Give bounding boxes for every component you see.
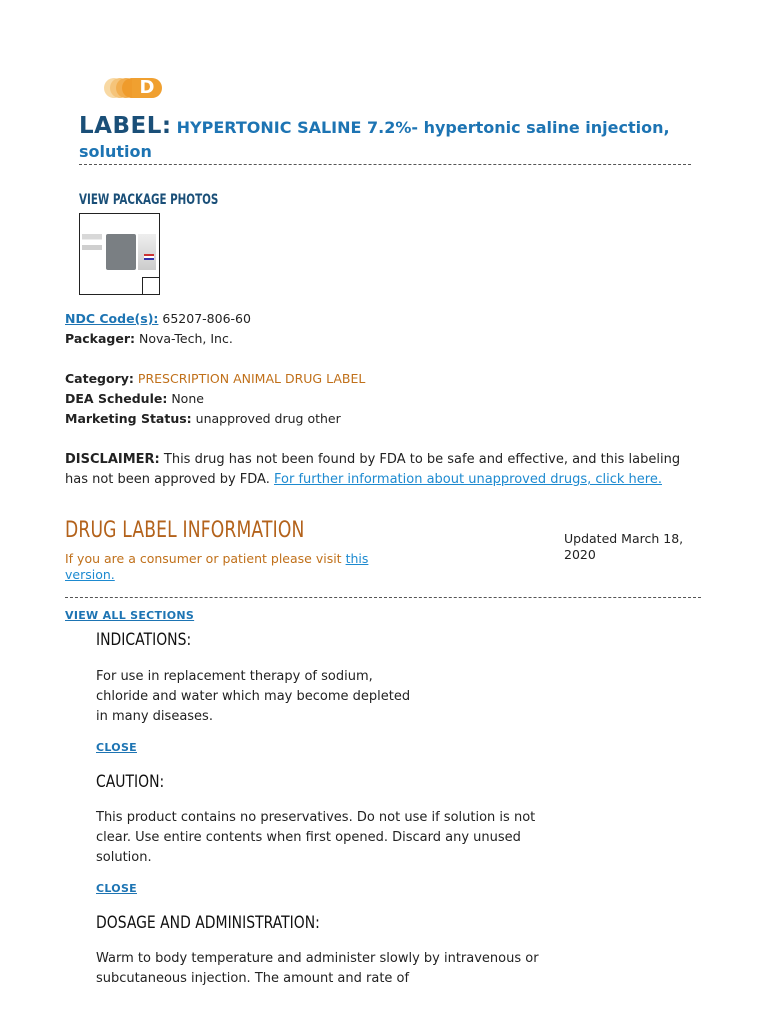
category-value: PRESCRIPTION ANIMAL DRUG LABEL bbox=[137, 371, 366, 386]
ndc-value: 65207-806-60 bbox=[162, 311, 251, 326]
packager-label: Packager: bbox=[65, 331, 136, 346]
expand-icon[interactable] bbox=[142, 277, 160, 295]
category-row bbox=[65, 371, 365, 386]
section-heading-dosage: DOSAGE AND ADMINISTRATION: bbox=[96, 913, 320, 933]
category-label: Category: bbox=[65, 371, 134, 386]
view-package-photos-link[interactable]: VIEW PACKAGE PHOTOS bbox=[79, 192, 219, 208]
disclaimer-label: DISCLAIMER: bbox=[65, 452, 160, 467]
section-body-caution: This product contains no preservatives. Do not use if solution is not clear. Use entire contents when first opened. Discard any unused solution. bbox=[96, 810, 536, 865]
divider bbox=[65, 597, 701, 598]
close-indications-link[interactable]: CLOSE bbox=[96, 741, 137, 754]
ndc-link[interactable]: NDC Code(s): bbox=[65, 311, 159, 326]
section-body-dosage: Warm to body temperature and administer slowly by intravenous or subcutaneous injection. The amount and rate of bbox=[96, 951, 539, 986]
page-title bbox=[79, 114, 691, 165]
marketing-status-value: unapproved drug other bbox=[195, 411, 341, 426]
section-body-indications: For use in replacement therapy of sodium, chloride and water which may become depleted in many diseases. bbox=[96, 669, 411, 724]
title-label: LABEL: bbox=[79, 113, 172, 139]
drug-name-cont: solution bbox=[79, 142, 152, 161]
marketing-status-row bbox=[65, 411, 341, 426]
consumer-text: If you are a consumer or patient please visit bbox=[65, 551, 342, 566]
section-heading-indications: INDICATIONS: bbox=[96, 630, 192, 650]
packager-value: Nova-Tech, Inc. bbox=[139, 331, 233, 346]
packager-row bbox=[65, 331, 233, 346]
dea-label: DEA Schedule: bbox=[65, 391, 168, 406]
dea-value: None bbox=[171, 391, 204, 406]
consumer-notice bbox=[65, 551, 395, 583]
view-all-sections-link[interactable]: VIEW ALL SECTIONS bbox=[65, 609, 195, 622]
logo-letter: D bbox=[132, 78, 162, 98]
dea-row bbox=[65, 391, 204, 406]
drug-name: HYPERTONIC SALINE 7.2%- hypertonic saline injection, bbox=[176, 118, 670, 137]
ndc-row bbox=[65, 311, 251, 326]
updated-date: Updated March 18, 2020 bbox=[564, 531, 684, 562]
marketing-status-label: Marketing Status: bbox=[65, 411, 192, 426]
unapproved-drugs-link[interactable]: For further information about unapproved drugs, click here. bbox=[274, 472, 662, 487]
consumer-version-link[interactable]: this version. bbox=[65, 551, 369, 582]
drug-label-information-heading: DRUG LABEL INFORMATION bbox=[65, 518, 305, 543]
section-heading-caution: CAUTION: bbox=[96, 772, 165, 792]
logo-icon[interactable] bbox=[104, 76, 164, 100]
package-photo-thumbnail[interactable] bbox=[79, 213, 160, 295]
disclaimer-text: This drug has not been found by FDA to be safe and effective, and this labeling has not been approved by FDA. bbox=[65, 452, 681, 487]
close-caution-link[interactable]: CLOSE bbox=[96, 882, 137, 895]
disclaimer bbox=[65, 450, 705, 490]
